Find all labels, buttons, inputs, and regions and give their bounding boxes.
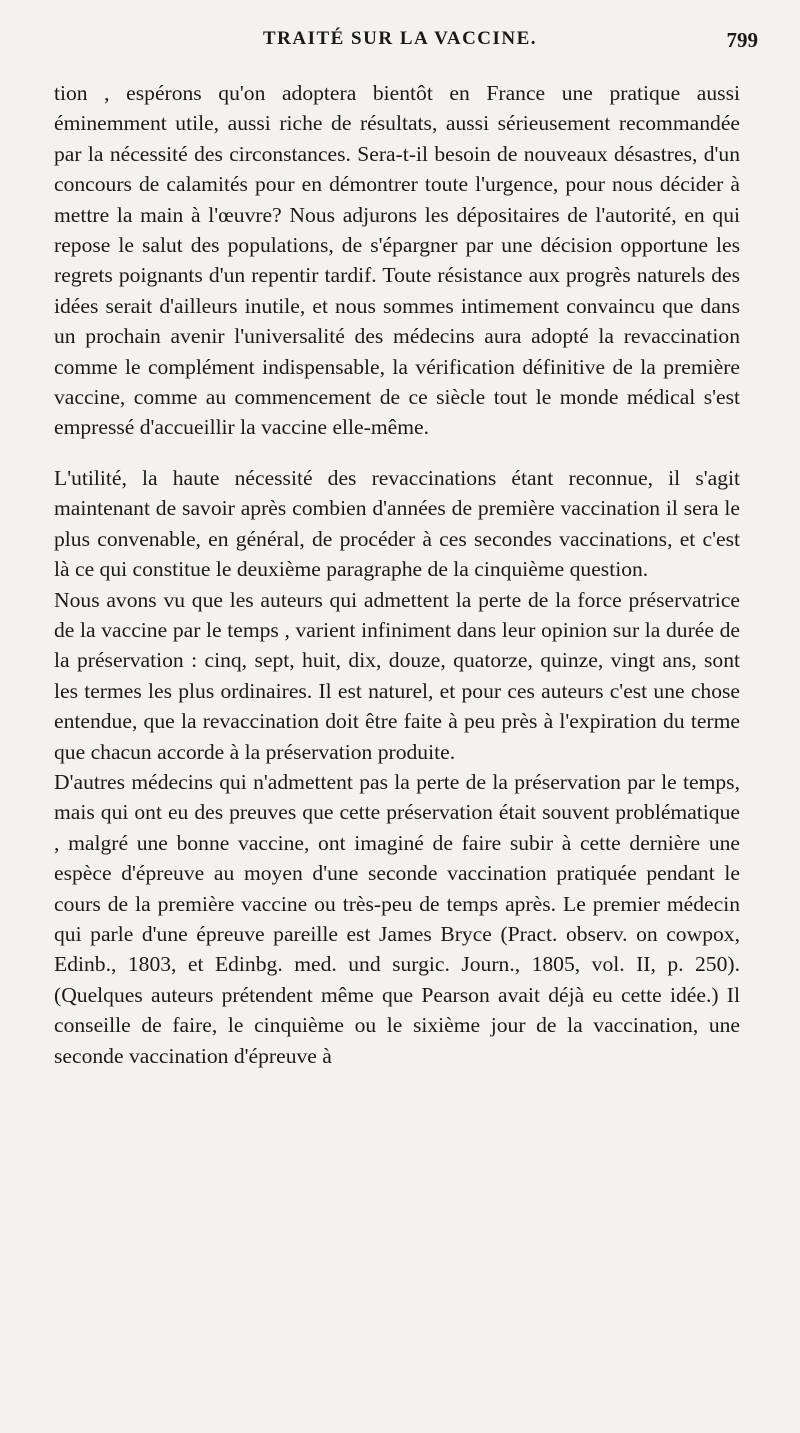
paragraph-2: L'utilité, la haute nécessité des revaccinations étant reconnue, il s'agit maintenant de savoir après combien d'années de première vaccination il sera le plus convenable, en général, de procéder à ces secondes vaccinations, et c'est là ce qui constitue le deuxième paragraphe de la cinquième question.: [54, 465, 740, 582]
paragraph-3: Nous avons vu que les auteurs qui admettent la perte de la force préservatrice de la vaccine par le temps , varient infiniment dans leur opinion sur la durée de la préservation : cinq, sept, huit, dix, douze, quatorze, quinze, vingt ans, sont les termes les plus ordinaires. Il est naturel, et pour ces auteurs c'est une chose entendue, que la revaccination doit être faite à peu près à l'expiration du terme que chacun accorde à la préservation produite.: [54, 587, 740, 764]
running-head: [0, 16, 800, 56]
paragraph-4: D'autres médecins qui n'admettent pas la perte de la préservation par le temps, mais qui ont eu des preuves que cette préservation était souvent problématique , malgré une bonne vaccine, ont imaginé de faire subir à cette dernière une espèce d'épreuve au moyen d'une seconde vaccination pratiquée pendant le cours de la première vaccine ou très-peu de temps après. Le premier médecin qui parle d'une épreuve pareille est James Bryce (Pract. observ. on cowpox, Edinb., 1803, et Edinbg. med. und surgic. Journ., 1805, vol. II, p. 250). (Quelques auteurs prétendent même que Pearson avait déjà eu cette idée.) Il conseille de faire, le cinquième ou le sixième jour de la vaccination, une seconde vaccination d'épreuve à: [54, 769, 740, 1068]
paragraph-1: tion , espérons qu'on adoptera bientôt en France une pratique aussi éminemment utile, aussi riche de résultats, aussi sérieusement recommandée par la nécessité des circonstances. Sera-t-il besoin de nouveaux désastres, d'un concours de calamités pour en démontrer toute l'urgence, pour nous décider à mettre la main à l'œuvre? Nous adjurons les dépositaires de l'autorité, en qui repose le salut des populations, de s'épargner par une décision opportune les regrets poignants d'un repentir tardif. Toute résistance aux progrès naturels des idées serait d'ailleurs inutile, et nous sommes intimement convaincu que dans un prochain avenir l'universalité des médecins aura adopté la revaccination comme le complément indispensable, la vérification définitive de la première vaccine, comme au commencement de ce siècle tout le monde médical s'est empressé d'accueillir la vaccine elle-même.: [54, 81, 740, 440]
body-text: [54, 78, 740, 1071]
running-title: TRAITÉ SUR LA VACCINE.: [262, 28, 538, 49]
page-number: 799: [726, 28, 758, 52]
